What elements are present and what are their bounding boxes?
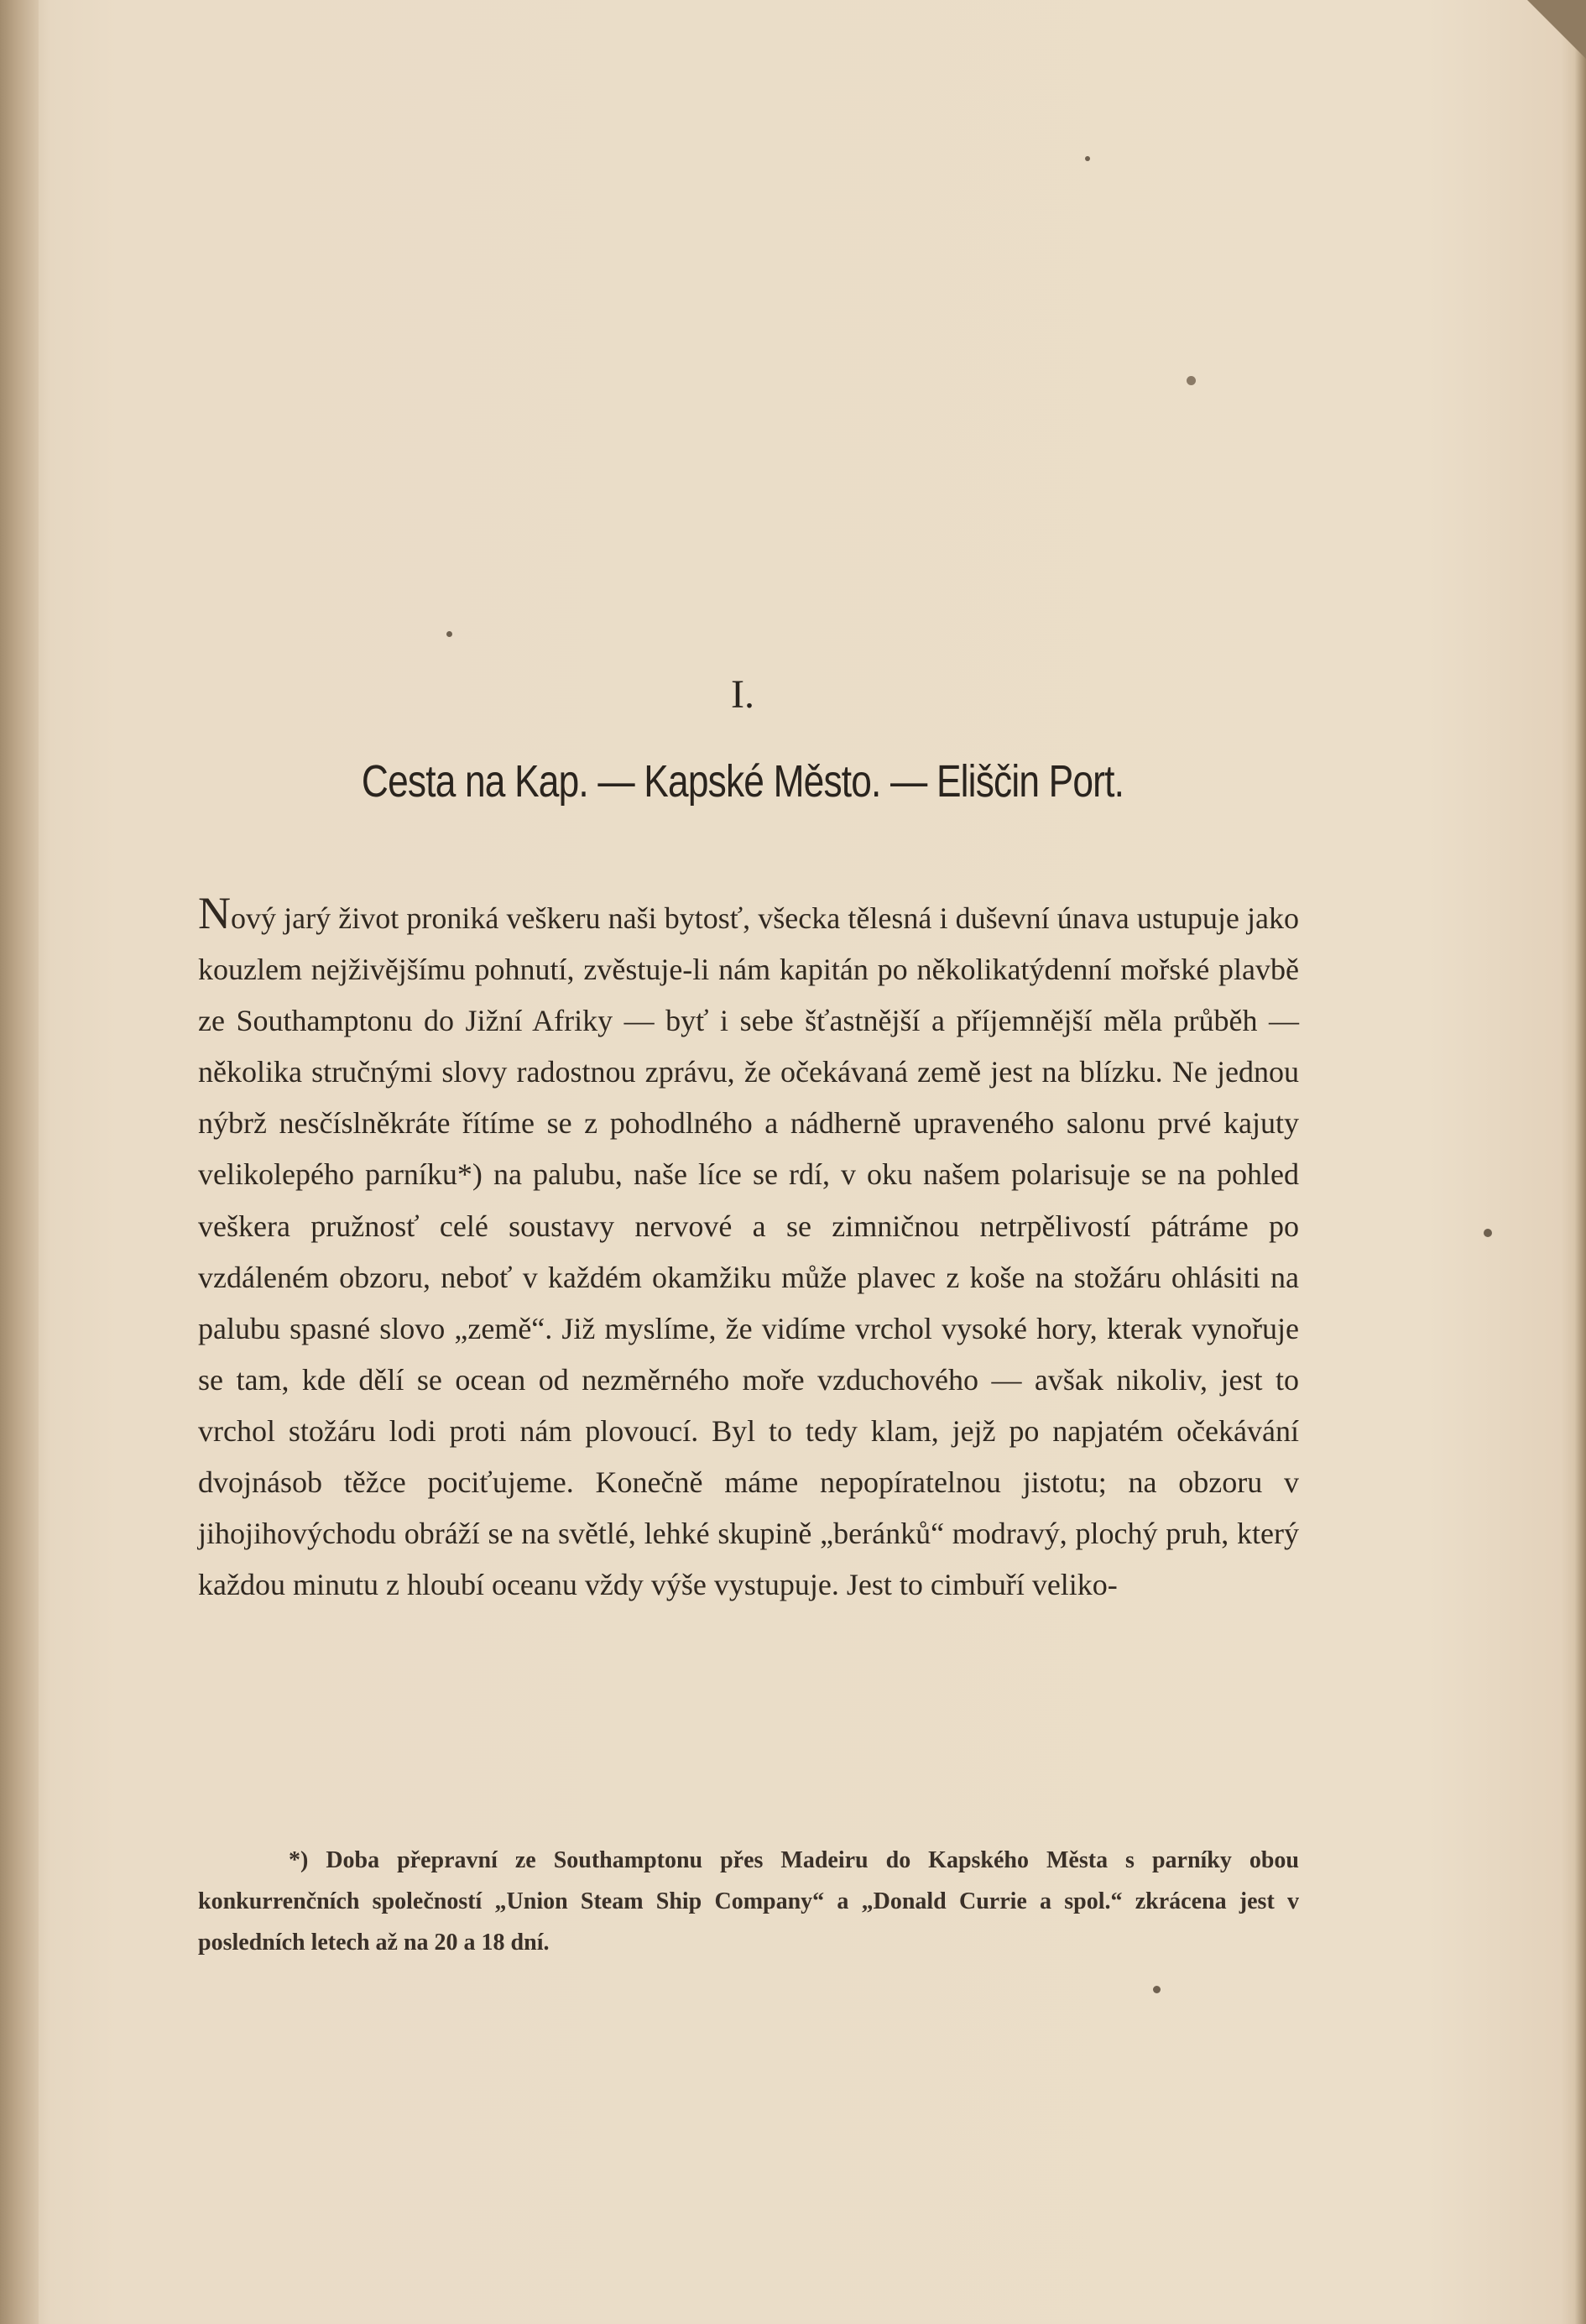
dropcap: N: [198, 888, 231, 938]
ink-speck: [446, 631, 452, 637]
page-gutter: [0, 0, 39, 2324]
page-edge: [1574, 0, 1586, 2324]
footnote: *) Doba přepravní ze Southamptonu přes Madeiru do Kapského Města s parníky obou konkurrenčních společností „Union Steam Ship Company“ a „Donald Currie a spol.“ zkrácena jest v posledních letech až na 20 a 18 dní.: [198, 1847, 1299, 1956]
body-text: ový jarý život proniká veškeru naši bytosť, všecka tělesná i duševní únava ustupuje jako kouzlem nejživějšímu pohnutí, zvěstuje-li nám kapitán po několikatýdenní mořské plavbě ze Southamptonu do Jižní Afriky — byť i sebe šťastnější a příjemnější měla průběh — několika stručnými slovy radostnou zprávu, že očekávaná země jest na blízku. Ne jednou nýbrž nesčíslněkráte řítíme se z pohodlného a nádherně upraveného salonu prvé kajuty velikolepého parníku*) na palubu, naše líce se rdí, v oku našem polarisuje se na pohled veškera pružnosť celé soustavy nervové a se zimničnou netrpělivostí pátráme po vzdáleném obzoru, neboť v každém okamžiku může plavec z koše na stožáru ohlásiti na palubu spasné slovo „země“. Již myslíme, že vidíme vrchol vysoké hory, kterak vynořuje se tam, kde dělí se ocean od nezměrného moře vzduchového — avšak nikoliv, jest to vrchol stožáru lodi proti nám plovoucí. Byl to tedy klam, jejž po napjatém očekávání dvojnásob těžce pociťujeme. Konečně máme nepopíratelnou jistotu; na obzoru v jihojihovýchodu obráží se na světlé, lehké skupině „beránků“ modravý, plochý pruh, který každou minutu z hloubí oceanu vždy výše vystupuje. Jest to cimbuří veliko-: [198, 901, 1299, 1602]
chapter-title: Cesta na Kap. — Kapské Město. — Eliščin Port.: [361, 756, 1124, 807]
corner-fold: [1527, 0, 1586, 59]
ink-speck: [1153, 1986, 1161, 1993]
ink-speck: [1484, 1229, 1492, 1237]
body-paragraph: [198, 888, 1299, 1611]
ink-speck: [1085, 156, 1090, 161]
ink-speck: [1187, 376, 1196, 385]
chapter-number: I.: [731, 672, 754, 717]
